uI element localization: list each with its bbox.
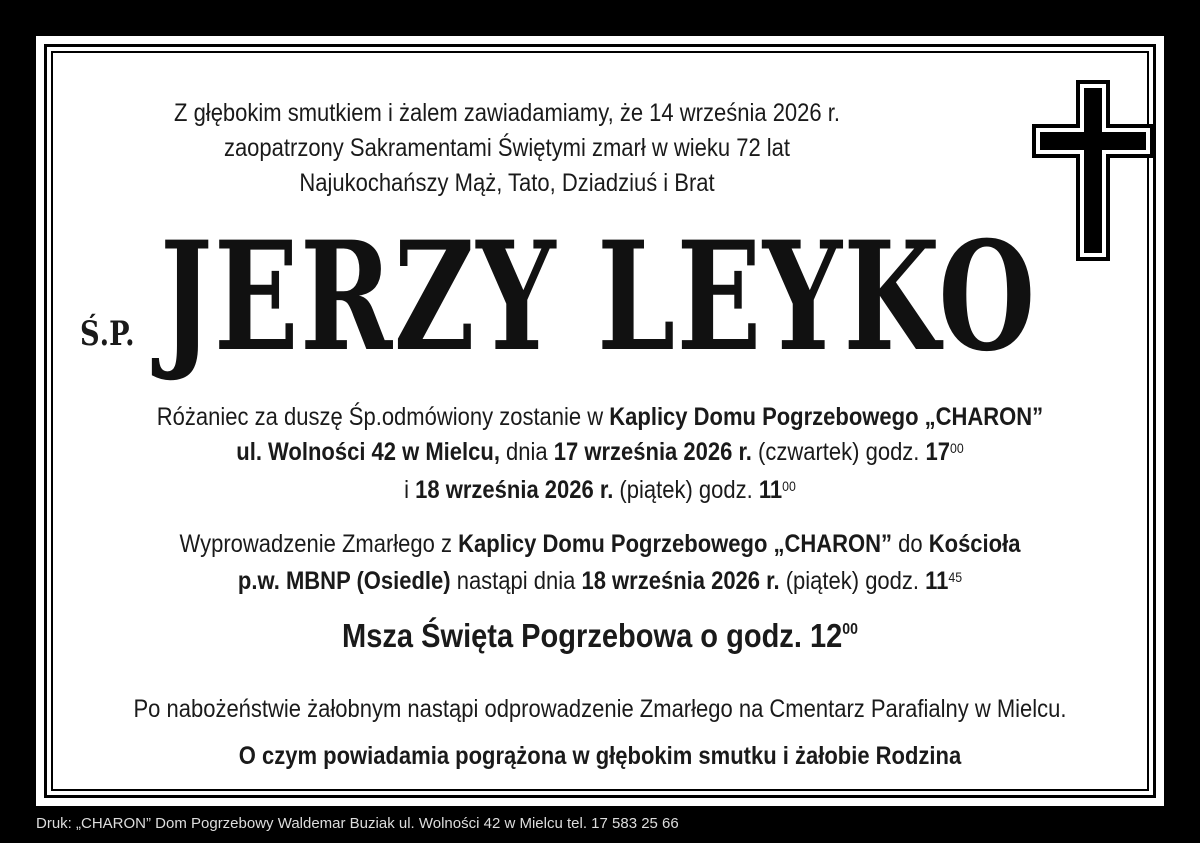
- rosary-weekday-1: (czwartek) godz.: [751, 438, 926, 466]
- rosary-date-2: 18 września 2026 r.: [415, 476, 614, 504]
- rosary-hour-1: 17: [925, 438, 951, 466]
- church-label: Kościoła: [928, 530, 1021, 558]
- closing-text: O czym powiadamia pogrążona w głębokim smutku i żałobie Rodzina: [238, 742, 962, 770]
- procession-hour: 11: [925, 567, 949, 595]
- mass-line: [72, 616, 1128, 656]
- rosary-line-2: [72, 437, 1128, 467]
- honorific: Ś.P.: [80, 314, 135, 354]
- intro-line-2: zaopatrzony Sakramentami Świętymi zmarł w wieku 72 lat: [223, 134, 791, 162]
- procession-day-label: nastąpi dnia: [450, 567, 582, 595]
- intro-line-3: Najukochańszy Mąż, Tato, Dziadziuś i Brat: [299, 169, 715, 197]
- church-name: p.w. MBNP (Osiedle): [237, 567, 451, 595]
- procession-line-2: [72, 566, 1128, 596]
- mass-text: Msza Święta Pogrzebowa o godz.: [342, 617, 810, 654]
- procession-min: 45: [948, 569, 963, 585]
- chapel-name: Kaplicy Domu Pogrzebowego „CHARON”: [609, 403, 1044, 431]
- rosary-line-1: [72, 402, 1128, 432]
- rosary-weekday-2: (piątek) godz.: [613, 476, 759, 504]
- deceased-name-row: [80, 209, 1080, 385]
- procession-text: Wyprowadzenie Zmarłego z: [179, 530, 459, 558]
- closing-line: [72, 741, 1128, 771]
- mass-hour: 12: [809, 617, 843, 654]
- rosary-date-1: 17 września 2026 r.: [553, 438, 752, 466]
- procession-line-1: [72, 529, 1128, 559]
- rosary-hour-2: 11: [758, 476, 783, 504]
- printer-footer: Druk: „CHARON” Dom Pogrzebowy Waldemar Buziak ul. Wolności 42 w Mielcu tel. 17 583 25 66: [36, 815, 679, 832]
- chapel-address: ul. Wolności 42 w Mielcu,: [236, 438, 500, 466]
- rosary-line-3: [72, 475, 1128, 505]
- procession-date: 18 września 2026 r.: [581, 567, 780, 595]
- procession-weekday: (piątek) godz.: [779, 567, 926, 595]
- rosary-min-2: 00: [782, 478, 796, 494]
- procession-to: do: [892, 530, 929, 558]
- mass-min: 00: [842, 621, 858, 638]
- rosary-text: Różaniec za duszę Śp.odmówiony zostanie w: [156, 403, 610, 431]
- rosary-and: i: [404, 476, 416, 504]
- rosary-day-label: dnia: [499, 438, 554, 466]
- intro-line-1: Z głębokim smutkiem i żalem zawiadamiamy, że 14 września 2026 r.: [174, 99, 840, 127]
- rosary-min-1: 00: [950, 440, 964, 456]
- burial-line: Po nabożeństwie żałobnym nastąpi odprowadzenie Zmarłego na Cmentarz Parafialny w Mielcu.: [133, 695, 1067, 723]
- procession-chapel: Kaplicy Domu Pogrzebowego „CHARON”: [458, 530, 893, 558]
- deceased-name: JERZY LEYKO: [160, 209, 1037, 385]
